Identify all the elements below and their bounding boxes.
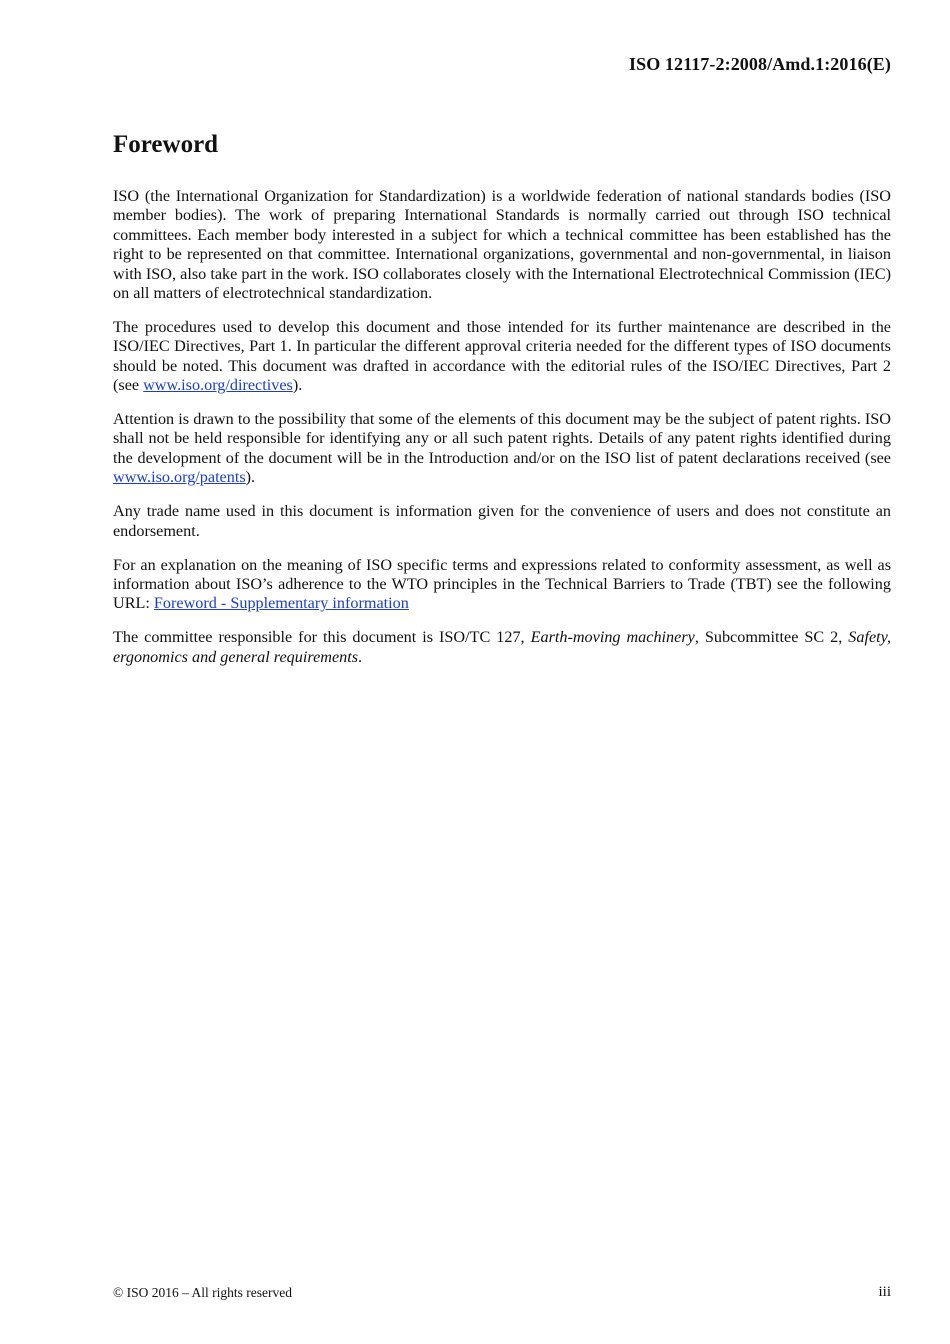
paragraph-procedures (113, 318, 891, 396)
committee-text-2: , Subcommittee SC 2, (694, 628, 849, 647)
paragraph-trade-name: Any trade name used in this document is information given for the convenience of users and does not constitute an endorsement. (113, 502, 891, 540)
committee-name: Earth-moving machinery (530, 628, 695, 647)
committee-text-1: The committee responsible for this document is ISO/TC 127, (113, 628, 531, 647)
subcommittee-name: Safety, ergonomics and general requirements (113, 628, 891, 666)
paragraph-conformity (113, 556, 891, 614)
directives-link[interactable]: www.iso.org/directives (143, 376, 293, 395)
committee-text-3: . (358, 647, 363, 666)
paragraph-committee (113, 628, 891, 667)
paragraph-conformity-text: For an explanation on the meaning of ISO specific terms and expressions related to conformity assessment, as well as information about ISO’s adherence to the WTO principles in the Technical Barriers to Trade (TBT) see the following URL: (113, 555, 891, 613)
document-id: ISO 12117-2:2008/Amd.1:2016(E) (628, 54, 891, 74)
supplementary-info-link[interactable]: Foreword - Supplementary information (153, 594, 409, 613)
paragraph-patent-end: ). (245, 468, 256, 487)
paragraph-iso-overview: ISO (the International Organization for Standardization) is a worldwide federation of national standards bodies (ISO member bodies). The work of preparing International Standards is normally carried out through ISO technical committees. Each member body interested in a subject for which a technical committee has been established has the right to be represented on that committee. International organizations, governmental and non-governmental, in liaison with ISO, also take part in the work. ISO collaborates closely with the International Electrotechnical Commission (IEC) on all matters of electrotechnical standardization. (113, 187, 891, 303)
paragraph-patent-text: Attention is drawn to the possibility that some of the elements of this document may be the subject of patent rights. ISO shall not be held responsible for identifying any or all such patent rights. Details of any patent rights identified during the development of the document will be in the Introduction and/or on the ISO list of patent declarations received (see (113, 410, 891, 467)
page-title: Foreword (113, 131, 219, 158)
patents-link[interactable]: www.iso.org/patents (113, 468, 246, 487)
foreword-body (113, 187, 891, 682)
page-number: iii (878, 1284, 891, 1300)
paragraph-procedures-text: The procedures used to develop this document and those intended for its further maintenance are described in the ISO/IEC Directives, Part 1. In particular the different approval criteria needed for the different types of ISO documents should be noted. This document was drafted in accordance with the editorial rules of the ISO/IEC Directives, Part 2 (see (113, 317, 891, 395)
paragraph-procedures-end: ). (292, 376, 303, 395)
paragraph-patent-rights (113, 410, 891, 488)
copyright-notice: © ISO 2016 – All rights reserved (113, 1285, 292, 1300)
